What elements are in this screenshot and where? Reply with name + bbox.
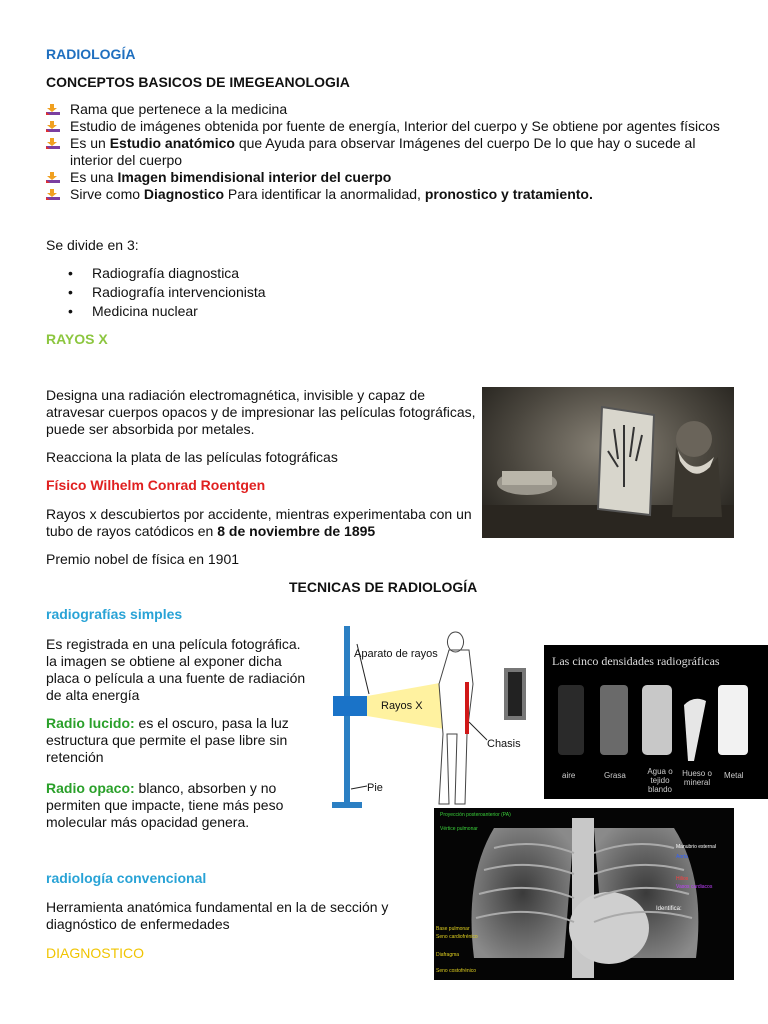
opaco-paragraph: Radio opaco: blanco, absorben y no permiten que impacte, tiene más peso molecular más opacidad genera. [46,780,284,830]
density-label-bone: Hueso o mineral [682,769,712,787]
roentgen-illustration [482,387,734,538]
xray-label-diaphragm: Diafragma [436,952,460,958]
physicist-name: Físico Wilhelm Conrad Roentgen [46,477,266,493]
xray-label-aorta: Aorta [676,854,688,860]
list-item: Estudio de imágenes obtenida por fuente de energía, Interior del cuerpo y Se obtiene por agentes físicos [24,118,724,135]
simples-heading: radiografías simples [46,606,183,622]
xray-label-costophrenic: Seno costofrénico [436,968,477,974]
xray-label-identify: Identifica: [656,906,682,912]
convencional-paragraph: Herramienta anatómica fundamental en la de sección y diagnóstico de enfermedades [46,899,389,932]
arrow-bullet-icon [46,121,60,133]
rayos-paragraph-4: Premio nobel de física en 1901 [46,551,240,567]
xray-label-vessels: Vasos cardiacos [676,884,713,890]
list-item: Sirve como Diagnostico Para identificar la anormalidad, pronostico y tratamiento. [24,186,724,203]
rayos-heading: RAYOS X [46,331,108,347]
rayos-paragraph-3: Rayos x descubiertos por accidente, mientras experimentaba con un tubo de rayos catódicos en 8 de noviembre de 1895 [46,506,472,539]
rays-label: Rayos X [381,700,423,712]
density-label-fat: Grasa [604,771,626,780]
rayos-paragraph-2: Reacciona la plata de las películas fotográficas [46,449,338,465]
list-item: • Radiografía intervencionista [46,283,266,302]
roentgen-photo [482,387,734,538]
xray-label-apex: Vértice pulmonar [440,826,478,832]
lucido-paragraph: Radio lucido: es el oscuro, pasa la luz estructura que permite el pase libre sin retención [46,715,289,765]
arrow-bullet-icon [46,104,60,116]
xray-label-base: Base pulmonar [436,926,470,932]
list-item: • Medicina nuclear [46,302,266,321]
densities-bottles [544,675,768,769]
rayos-paragraph-1: Designa una radiación electromagnética, invisible y capaz de atravesar cuerpos opacos y de impresionar las películas fotográficas, puede ser absorbida por metales. [46,387,476,437]
tecnicas-heading: TECNICAS DE RADIOLOGÍA [289,579,478,595]
pie-label: Pie [367,782,383,794]
densities-title: Las cinco densidades radiográficas [552,654,720,668]
density-label-air: aire [562,771,576,780]
xray-label-hilum: Hilios [676,876,689,882]
xray-label-top: Proyección posteroanterior (PA) [440,812,511,818]
simples-paragraph: Es registrada en una película fotográfica. la imagen se obtiene al exponer dicha placa o película a una fuente de radiación de alta energía [46,636,306,703]
density-label-water: Agua o tejido blando [647,767,673,794]
xray-apparatus-diagram [327,624,527,814]
diagnostico-heading: DIAGNOSTICO [46,945,145,961]
list-item: Rama que pertenece a la medicina [24,101,724,118]
xray-label-cardiophrenic: Seno cardiofrénico [436,934,478,940]
convencional-heading: radiología convencional [46,870,207,886]
arrow-bullet-icon [46,189,60,201]
chest-xray-illustration [434,808,734,980]
xray-label-manubrium: Manubrio esternal [676,844,717,850]
concepts-list [24,101,724,203]
list-item: • Radiografía diagnostica [46,264,266,283]
list-item: Es una Imagen bimendisional interior del cuerpo [24,169,724,186]
section-subtitle: CONCEPTOS BASICOS DE IMEGEANOLOGIA [46,74,350,90]
page-title: RADIOLOGÍA [46,46,136,62]
chest-xray-image [434,808,734,980]
arrow-bullet-icon [46,172,60,184]
list-item: Es un Estudio anatómico que Ayuda para observar Imágenes del cuerpo De lo que hay o sucede al interior del cuerpo [24,135,724,169]
density-label-metal: Metal [724,771,744,780]
chasis-label: Chasis [487,738,521,750]
arrow-bullet-icon [46,138,60,150]
divide-list [46,264,266,321]
densities-image [544,645,768,799]
apparatus-label: Aparato de rayos [354,648,438,660]
divide-intro: Se divide en 3: [46,237,139,253]
